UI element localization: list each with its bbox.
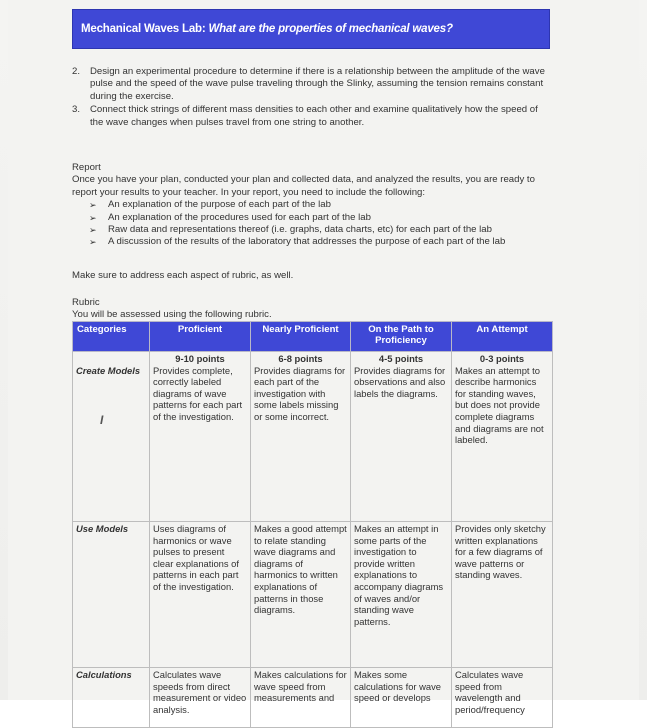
lab-title: Mechanical Waves Lab: [81, 23, 206, 35]
rubric-cell: Makes an attempt in some parts of the investigation to provide written explanations to accompany diagrams of waves and/or standing wave patterns. [351, 522, 452, 668]
rubric-cell: Makes some calculations for wave speed or develops [351, 668, 452, 728]
report-section [72, 162, 552, 249]
header-proficient: Proficient [150, 322, 251, 352]
rubric-table [72, 321, 553, 728]
rubric-title: Rubric [72, 297, 100, 308]
lab-question: What are the properties of mechanical waves? [208, 23, 453, 35]
points-label: 6-8 points [278, 353, 323, 364]
step-item [72, 66, 552, 103]
rubric-row-use-models [73, 522, 553, 668]
rubric-cell: 0-3 points Makes an attempt to describe harmonics for standing waves, but does not provide complete diagrams and diagrams are not labeled. [452, 352, 553, 522]
rubric-cell: 9-10 points Provides complete, correctly labeled diagrams of wave patterns for each part of the investigation. [150, 352, 251, 522]
report-bullet: ➢ An explanation of the procedures used for each part of the lab [89, 211, 371, 223]
rubric-cell: Calculates wave speeds from direct measurement or video analysis. [150, 668, 251, 728]
rubric-cell: 4-5 points Provides diagrams for observations and also labels the diagrams. [351, 352, 452, 522]
step-text: Design an experimental procedure to determine if there is a relationship between the amplitude of the wave pulse and the speed of the wave pulse traveling through the Slinky, assuming the tension remains constant during the exercise. [90, 66, 545, 102]
rubric-subtitle: You will be assessed using the following rubric. [72, 309, 272, 320]
row-label: Use Models [73, 522, 150, 668]
header-an-attempt: An Attempt [452, 322, 553, 352]
arrow-bullet-icon: ➢ [89, 200, 97, 211]
rubric-reminder: Make sure to address each aspect of rubric, as well. [72, 270, 294, 281]
rubric-header-row [73, 322, 553, 352]
row-label: Calculations [73, 668, 150, 728]
rubric-cell: Makes a good attempt to relate standing wave diagrams and diagrams of harmonics to written explanations of patterns in those diagrams. [251, 522, 351, 668]
lab-title-banner [72, 9, 550, 49]
text-cursor-icon: I [100, 412, 104, 427]
procedure-steps [72, 66, 552, 130]
step-number: 3. [72, 104, 81, 116]
points-label: 4-5 points [378, 353, 424, 364]
rubric-cell: Uses diagrams of harmonics or wave pulses to present clear explanations of patterns in each part of the investigation. [150, 522, 251, 668]
points-label: 9-10 points [175, 353, 225, 364]
rubric-row-create-models [73, 352, 553, 522]
arrow-bullet-icon: ➢ [89, 212, 97, 223]
row-label: Create Models I [73, 352, 150, 522]
header-categories: Categories [73, 322, 150, 352]
report-intro: Once you have your plan, conducted your plan and collected data, and analyzed the results, you are ready to report your results to your teacher. In your report, you need to include the following: [72, 174, 535, 198]
report-bullet: ➢ Raw data and representations thereof (i.e. graphs, data charts, etc) for each part of the lab [89, 224, 492, 236]
report-bullet: ➢ An explanation of the purpose of each part of the lab [89, 199, 331, 211]
rubric-cell: Calculates wave speed from wavelength and period/frequency [452, 668, 553, 728]
report-title: Report [72, 162, 101, 173]
rubric-cell: Makes calculations for wave speed from measurements and [251, 668, 351, 728]
arrow-bullet-icon: ➢ [89, 225, 97, 236]
rubric-row-calculations [73, 668, 553, 728]
step-number: 2. [72, 66, 81, 77]
step-text: Connect thick strings of different mass densities to each other and examine qualitatively how the speed of the wave changes when pulses travel from one string to another. [90, 104, 538, 128]
report-bullets [72, 199, 552, 249]
report-bullet: ➢ A discussion of the results of the laboratory that addresses the purpose of each part of the lab [89, 236, 506, 248]
arrow-bullet-icon: ➢ [89, 237, 97, 248]
rubric-cell: Provides only sketchy written explanations for a few diagrams of wave patterns or standing waves. [452, 522, 553, 668]
points-label: 0-3 points [479, 353, 525, 364]
step-item [72, 104, 552, 129]
header-on-the-path: On the Path to Proficiency [351, 322, 452, 352]
rubric-cell: 6-8 points Provides diagrams for each part of the investigation with some labels missing or some incorrect. [251, 352, 351, 522]
header-nearly-proficient: Nearly Proficient [251, 322, 351, 352]
